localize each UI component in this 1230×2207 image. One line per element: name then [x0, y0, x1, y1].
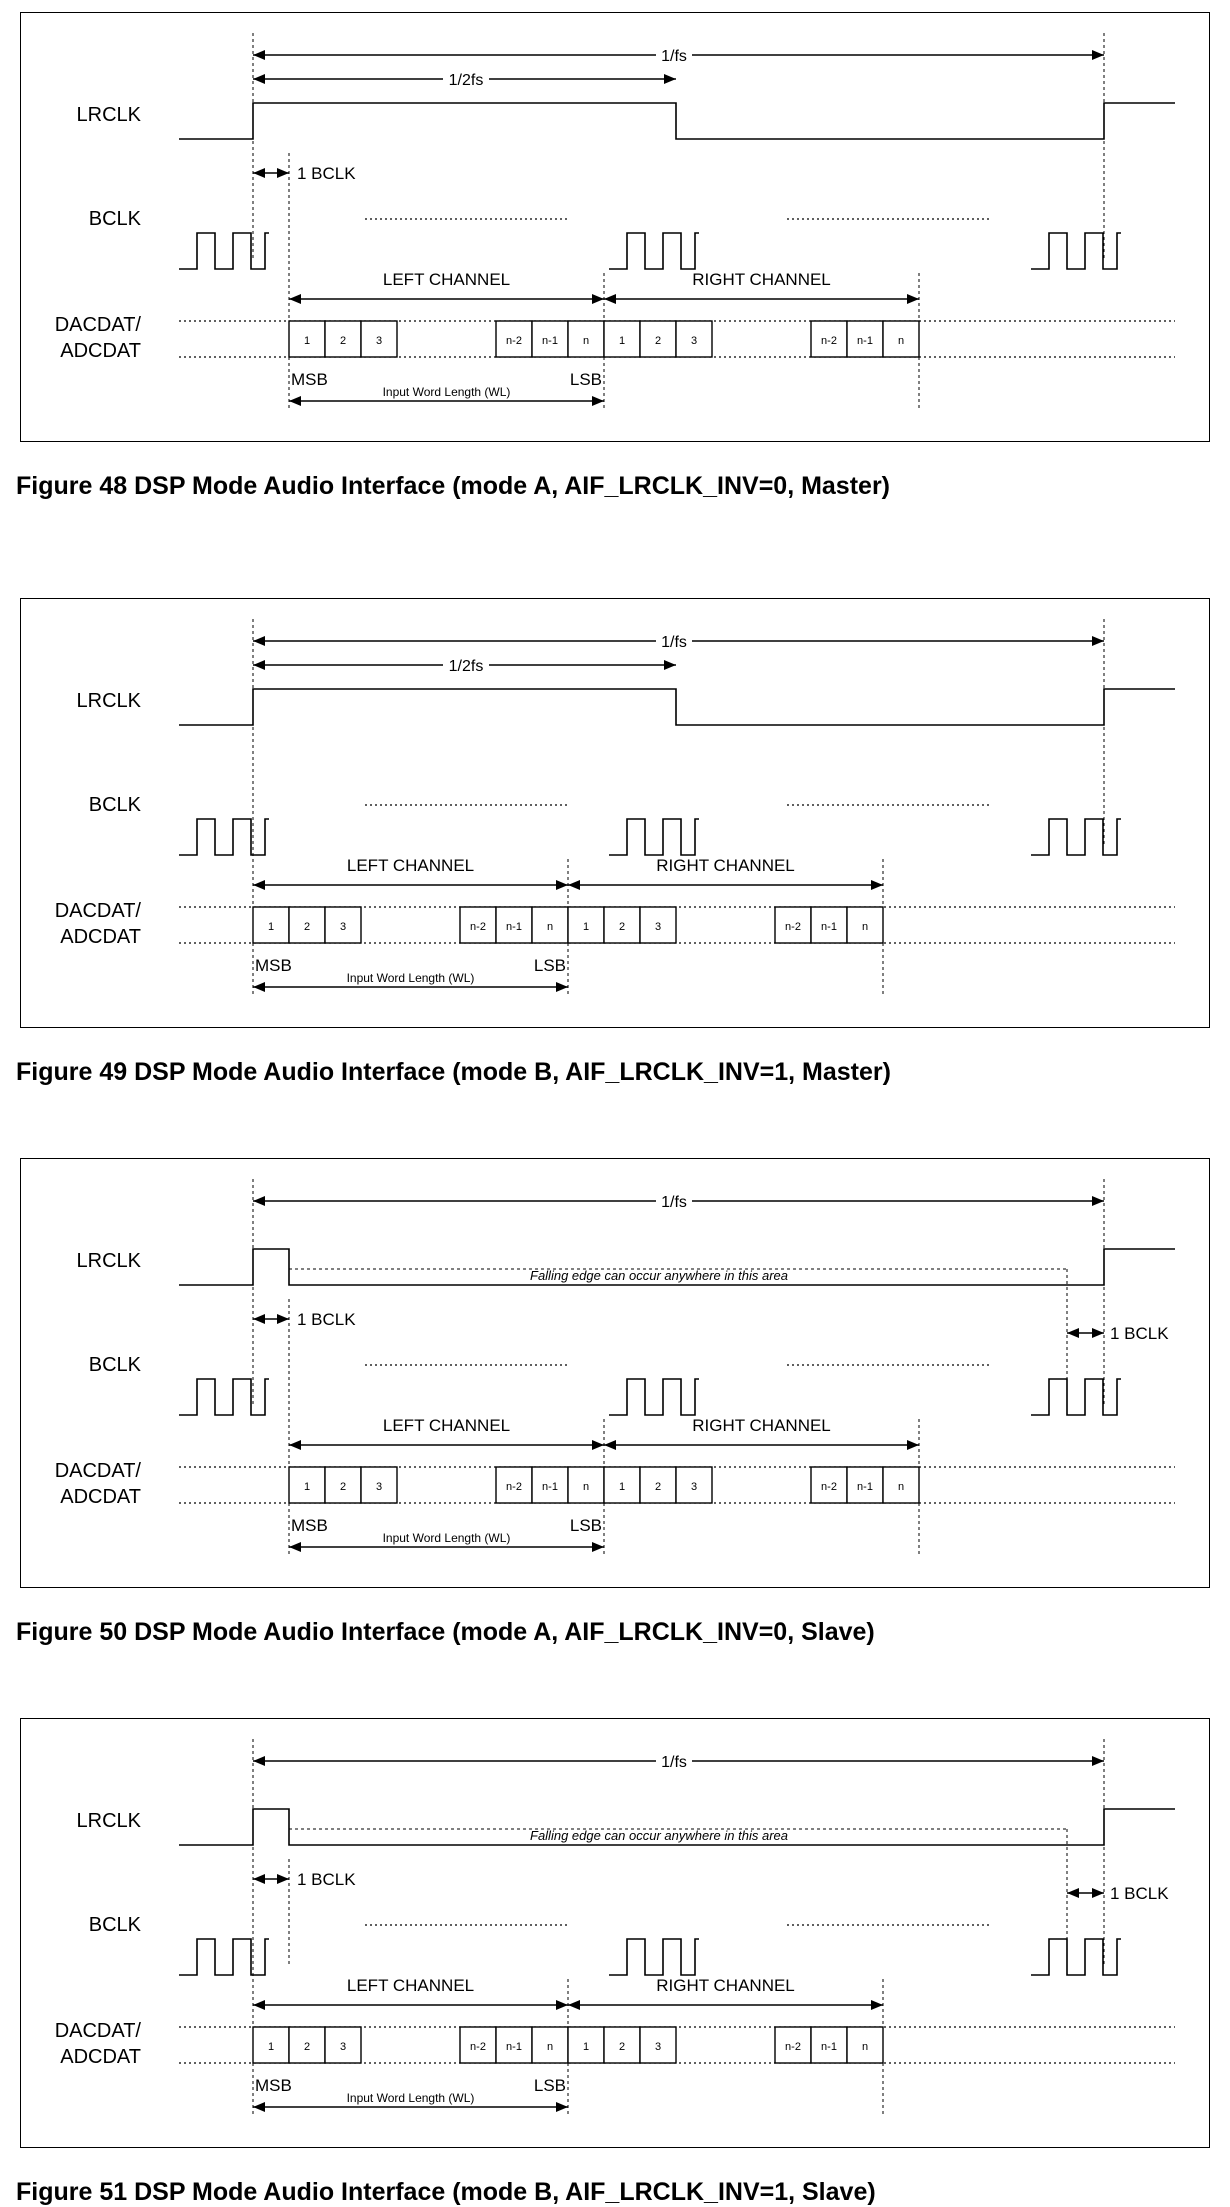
left-bit-label: 2 [339, 1481, 347, 1493]
start-bclk-arrow-arrowhead-left [253, 168, 265, 178]
word-length-arrow-arrowhead-right [556, 982, 568, 992]
left-bit-label: n [546, 921, 554, 933]
adcdat-label: ADCDAT [60, 1486, 141, 1508]
lsb-label: LSB [533, 2076, 566, 2095]
right-bit-label: n-2 [785, 921, 801, 933]
lrclk-waveform [179, 103, 1175, 139]
bclk-burst [1031, 819, 1121, 855]
right-bit-label: n-1 [821, 2041, 837, 2053]
bclk-label: BCLK [88, 794, 141, 816]
left-bit-label: 3 [339, 921, 347, 933]
adcdat-label: ADCDAT [60, 2046, 141, 2068]
start-bclk-arrow-arrowhead-right [277, 168, 289, 178]
start-bclk-arrow-arrowhead-right [277, 1874, 289, 1884]
left-bit-label: n-2 [470, 2041, 486, 2053]
dacdat-label: DACDAT/ [54, 2020, 141, 2042]
timing-diagram [21, 599, 1211, 1029]
end-bclk-arrow [1067, 1888, 1104, 1898]
diagram-frame [20, 12, 1210, 442]
bclk-label: BCLK [88, 1914, 141, 1936]
period-arrow-arrowhead-left [253, 1196, 265, 1206]
left-bit-label: 1 [303, 1481, 311, 1493]
bclk-burst [609, 233, 699, 269]
figure-caption: Figure 51 DSP Mode Audio Interface (mode B, AIF_LRCLK_INV=1, Slave) [16, 2178, 876, 2206]
right-bit-label: n-1 [821, 921, 837, 933]
period-arrow-arrowhead-right [1092, 1756, 1104, 1766]
half-period-arrow-arrowhead-left [253, 660, 265, 670]
bclk-burst [179, 819, 269, 855]
period-label: 1/fs [661, 634, 687, 651]
end-bclk-arrow-arrowhead-left [1067, 1888, 1079, 1898]
right-channel-label: RIGHT CHANNEL [656, 856, 795, 875]
bclk-burst [1031, 1379, 1121, 1415]
msb-label: MSB [255, 2076, 292, 2095]
end-bclk-label: 1 BCLK [1110, 1884, 1169, 1903]
lrclk-label: LRCLK [76, 690, 141, 712]
word-length-arrow-arrowhead-left [289, 1542, 301, 1552]
right-bit-label: n [861, 2041, 869, 2053]
half-period-label: 1/2fs [448, 658, 484, 675]
lsb-label: LSB [569, 370, 602, 389]
msb-label: MSB [291, 370, 328, 389]
lrclk-label: LRCLK [76, 104, 141, 126]
bclk-label: BCLK [88, 1354, 141, 1376]
half-period-label: 1/2fs [448, 72, 484, 89]
period-arrow-arrowhead-left [253, 636, 265, 646]
right-bit-label: n [897, 1481, 905, 1493]
period-arrow-arrowhead-right [1092, 50, 1104, 60]
diagram-frame [20, 1158, 1210, 1588]
bclk-burst [609, 819, 699, 855]
right-channel-arrow [568, 880, 883, 890]
right-channel-arrow-arrowhead-right [871, 880, 883, 890]
left-bit-label: n-2 [470, 921, 486, 933]
left-channel-arrow-arrowhead-left [289, 294, 301, 304]
lsb-label: LSB [569, 1516, 602, 1535]
right-channel-arrow [568, 2000, 883, 2010]
left-channel-arrow [289, 294, 604, 304]
half-period-arrow-arrowhead-right [664, 74, 676, 84]
lsb-label: LSB [533, 956, 566, 975]
start-bclk-arrow-arrowhead-right [277, 1314, 289, 1324]
left-bit-label: 1 [267, 921, 275, 933]
right-bit-label: 2 [618, 2041, 626, 2053]
right-bit-label: 3 [690, 335, 698, 347]
half-period-arrow-arrowhead-left [253, 74, 265, 84]
left-bit-label: 2 [339, 335, 347, 347]
right-bit-label: 2 [618, 921, 626, 933]
right-channel-label: RIGHT CHANNEL [656, 1976, 795, 1995]
end-bclk-arrow [1067, 1328, 1104, 1338]
left-bit-label: n [546, 2041, 554, 2053]
adcdat-label: ADCDAT [60, 340, 141, 362]
half-period-arrow-arrowhead-right [664, 660, 676, 670]
figure-caption: Figure 50 DSP Mode Audio Interface (mode A, AIF_LRCLK_INV=0, Slave) [16, 1618, 875, 1646]
period-label: 1/fs [661, 48, 687, 65]
bclk-burst [609, 1379, 699, 1415]
dacdat-label: DACDAT/ [54, 900, 141, 922]
left-bit-label: n-1 [506, 921, 522, 933]
dacdat-label: DACDAT/ [54, 314, 141, 336]
left-channel-arrow [253, 880, 568, 890]
start-bclk-label: 1 BCLK [297, 164, 356, 183]
left-channel-arrow-arrowhead-right [556, 880, 568, 890]
period-arrow-arrowhead-right [1092, 1196, 1104, 1206]
right-channel-label: RIGHT CHANNEL [692, 270, 831, 289]
left-bit-label: 1 [303, 335, 311, 347]
start-bclk-arrow-arrowhead-left [253, 1874, 265, 1884]
right-bit-label: 3 [654, 2041, 662, 2053]
left-channel-label: LEFT CHANNEL [382, 1416, 511, 1435]
period-label: 1/fs [661, 1754, 687, 1771]
right-channel-arrow-arrowhead-right [871, 2000, 883, 2010]
start-bclk-label: 1 BCLK [297, 1310, 356, 1329]
left-bit-label: n-2 [506, 1481, 522, 1493]
left-bit-label: n [582, 335, 590, 347]
bclk-burst [179, 1939, 269, 1975]
period-label: 1/fs [661, 1194, 687, 1211]
start-bclk-arrow-arrowhead-left [253, 1314, 265, 1324]
left-channel-arrow-arrowhead-right [592, 1440, 604, 1450]
right-bit-label: 1 [618, 1481, 626, 1493]
bclk-burst [179, 233, 269, 269]
end-bclk-label: 1 BCLK [1110, 1324, 1169, 1343]
right-bit-label: n [861, 921, 869, 933]
left-channel-arrow-arrowhead-right [556, 2000, 568, 2010]
left-channel-arrow-arrowhead-left [289, 1440, 301, 1450]
left-channel-label: LEFT CHANNEL [346, 856, 475, 875]
right-channel-arrow-arrowhead-right [907, 1440, 919, 1450]
lrclk-label: LRCLK [76, 1810, 141, 1832]
bclk-burst [609, 1939, 699, 1975]
right-channel-arrow [604, 1440, 919, 1450]
word-length-arrow-arrowhead-right [556, 2102, 568, 2112]
word-length-label: Input Word Length (WL) [346, 2091, 475, 2105]
lrclk-label: LRCLK [76, 1250, 141, 1272]
end-bclk-arrow-arrowhead-right [1092, 1888, 1104, 1898]
start-bclk-arrow [253, 168, 289, 178]
right-bit-label: n-2 [785, 2041, 801, 2053]
left-channel-label: LEFT CHANNEL [382, 270, 511, 289]
left-bit-label: n-1 [506, 2041, 522, 2053]
word-length-label: Input Word Length (WL) [382, 385, 511, 399]
bclk-burst [1031, 1939, 1121, 1975]
left-bit-label: 1 [267, 2041, 275, 2053]
right-bit-label: n-2 [821, 335, 837, 347]
right-bit-label: 1 [582, 2041, 590, 2053]
right-bit-label: 3 [654, 921, 662, 933]
word-length-label: Input Word Length (WL) [382, 1531, 511, 1545]
left-bit-label: n [582, 1481, 590, 1493]
right-channel-arrow-arrowhead-left [604, 294, 616, 304]
falling-edge-note: Falling edge can occur anywhere in this area [530, 1828, 788, 1843]
figure-caption: Figure 48 DSP Mode Audio Interface (mode A, AIF_LRCLK_INV=0, Master) [16, 472, 890, 500]
lrclk-waveform [179, 689, 1175, 725]
bclk-burst [1031, 233, 1121, 269]
word-length-arrow-arrowhead-left [253, 982, 265, 992]
word-length-arrow-arrowhead-left [289, 396, 301, 406]
right-bit-label: 1 [618, 335, 626, 347]
right-bit-label: n-1 [857, 1481, 873, 1493]
right-bit-label: 3 [690, 1481, 698, 1493]
msb-label: MSB [291, 1516, 328, 1535]
right-channel-arrow-arrowhead-left [568, 2000, 580, 2010]
right-channel-arrow-arrowhead-left [568, 880, 580, 890]
left-bit-label: n-1 [542, 1481, 558, 1493]
bclk-label: BCLK [88, 208, 141, 230]
start-bclk-label: 1 BCLK [297, 1870, 356, 1889]
figure-caption: Figure 49 DSP Mode Audio Interface (mode B, AIF_LRCLK_INV=1, Master) [16, 1058, 891, 1086]
period-arrow-arrowhead-left [253, 50, 265, 60]
right-bit-label: n-2 [821, 1481, 837, 1493]
left-bit-label: n-1 [542, 335, 558, 347]
word-length-arrow-arrowhead-left [253, 2102, 265, 2112]
left-bit-label: 2 [303, 921, 311, 933]
right-channel-arrow-arrowhead-right [907, 294, 919, 304]
diagram-frame [20, 1718, 1210, 2148]
right-bit-label: 2 [654, 335, 662, 347]
dacdat-label: DACDAT/ [54, 1460, 141, 1482]
timing-diagram [21, 1159, 1211, 1589]
left-channel-arrow [289, 1440, 604, 1450]
right-bit-label: 2 [654, 1481, 662, 1493]
left-channel-arrow-arrowhead-left [253, 2000, 265, 2010]
start-bclk-arrow [253, 1314, 289, 1324]
left-bit-label: 3 [339, 2041, 347, 2053]
left-channel-label: LEFT CHANNEL [346, 1976, 475, 1995]
period-arrow-arrowhead-right [1092, 636, 1104, 646]
period-arrow-arrowhead-left [253, 1756, 265, 1766]
end-bclk-arrow-arrowhead-left [1067, 1328, 1079, 1338]
bclk-burst [179, 1379, 269, 1415]
left-channel-arrow-arrowhead-right [592, 294, 604, 304]
diagram-frame [20, 598, 1210, 1028]
adcdat-label: ADCDAT [60, 926, 141, 948]
right-bit-label: n-1 [857, 335, 873, 347]
left-bit-label: 3 [375, 1481, 383, 1493]
timing-diagram [21, 13, 1211, 443]
word-length-label: Input Word Length (WL) [346, 971, 475, 985]
right-bit-label: n [897, 335, 905, 347]
timing-diagram [21, 1719, 1211, 2149]
start-bclk-arrow [253, 1874, 289, 1884]
falling-edge-note: Falling edge can occur anywhere in this area [530, 1268, 788, 1283]
left-bit-label: n-2 [506, 335, 522, 347]
right-channel-arrow-arrowhead-left [604, 1440, 616, 1450]
word-length-arrow-arrowhead-right [592, 1542, 604, 1552]
left-bit-label: 3 [375, 335, 383, 347]
end-bclk-arrow-arrowhead-right [1092, 1328, 1104, 1338]
right-channel-label: RIGHT CHANNEL [692, 1416, 831, 1435]
right-channel-arrow [604, 294, 919, 304]
left-bit-label: 2 [303, 2041, 311, 2053]
msb-label: MSB [255, 956, 292, 975]
left-channel-arrow-arrowhead-left [253, 880, 265, 890]
word-length-arrow-arrowhead-right [592, 396, 604, 406]
left-channel-arrow [253, 2000, 568, 2010]
right-bit-label: 1 [582, 921, 590, 933]
